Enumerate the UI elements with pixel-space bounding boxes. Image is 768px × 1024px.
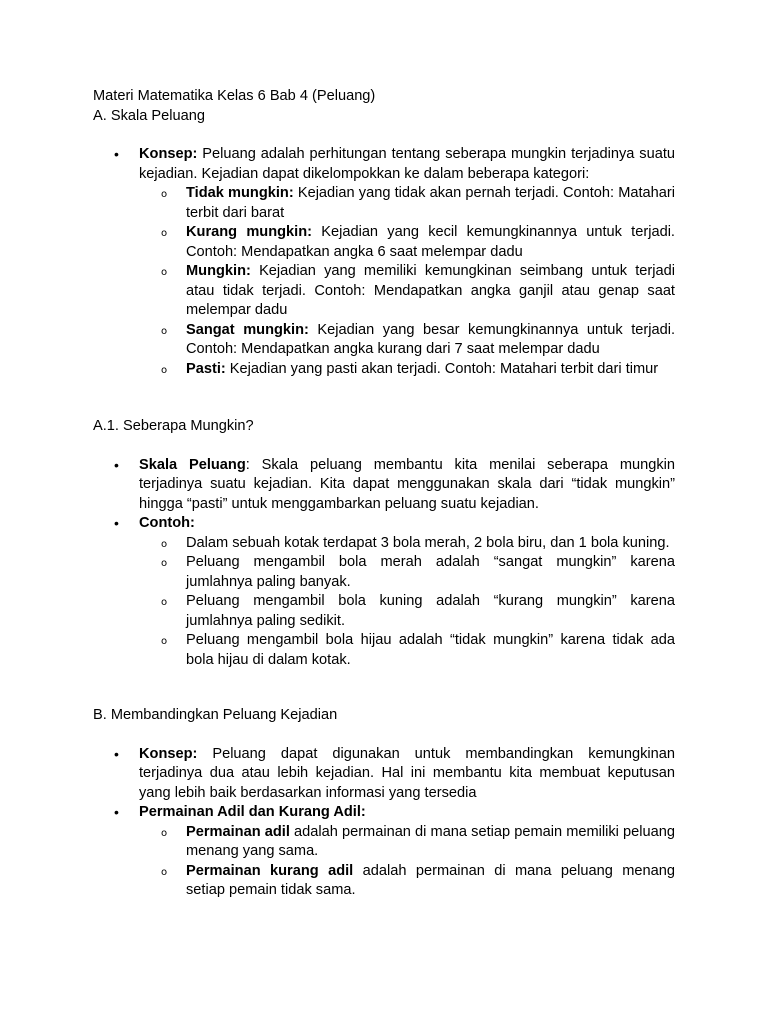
list-item (139, 262, 675, 321)
section-b-heading: B. Membandingkan Peluang Kejadian (93, 707, 338, 723)
category-text: Kejadian yang kecil kemungkinannya untuk terjadi. Contoh: Mendapatkan angka 6 saat melempar dadu (186, 224, 675, 260)
category-label: Kurang mungkin: (186, 224, 312, 240)
permainan-label: Permainan Adil dan Kurang Adil: (139, 804, 366, 820)
document-title: Materi Matematika Kelas 6 Bab 4 (Peluang) (93, 88, 376, 104)
list-item (139, 862, 675, 901)
konsep-b-text: Peluang dapat digunakan untuk membandingkan kemungkinan terjadinya dua atau lebih kejadian. Hal ini membantu kita membuat keputusan yang lebih baik berdasarkan informasi yang tersedia (139, 745, 675, 801)
game-label: Permainan kurang adil (186, 862, 354, 879)
category-label: Pasti: (186, 360, 226, 377)
section-a1-list (93, 456, 675, 671)
list-item (139, 360, 675, 380)
section-b-list (93, 745, 675, 901)
list-item-konsep-b (93, 745, 675, 804)
category-label: Mungkin: (186, 263, 251, 279)
list-item: o Peluang mengambil bola kuning adalah “kurang mungkin” karena jumlahnya paling sedikit. (139, 592, 675, 631)
section-a-heading: A. Skala Peluang (93, 107, 205, 124)
example-list (139, 534, 675, 671)
list-item: o Peluang mengambil bola hijau adalah “tidak mungkin” karena tidak ada bola hijau di dalam kotak. (139, 631, 675, 670)
section-a1-heading: A.1. Seberapa Mungkin? (93, 418, 254, 434)
category-text: Kejadian yang tidak akan pernah terjadi. Contoh: Matahari terbit dari barat (186, 185, 675, 221)
document-content (93, 87, 675, 901)
category-text: Kejadian yang memiliki kemungkinan seimbang untuk terjadi atau tidak terjadi. Contoh: Mendapatkan angka ganjil atau genap saat melempar dadu (186, 263, 675, 318)
list-item (139, 184, 675, 223)
skala-label: Skala Peluang (139, 456, 246, 473)
game-text: adalah permainan di mana setiap pemain memiliki peluang menang yang sama. (186, 823, 675, 859)
skala-text: : Skala peluang membantu kita menilai seberapa mungkin terjadinya suatu kejadian. Kita dapat menggunakan skala dari “tidak mungkin” hingga “pasti” untuk menggambarkan peluang suatu kejadian. (139, 456, 675, 512)
list-item (139, 321, 675, 360)
category-text: Kejadian yang pasti akan terjadi. Contoh: Matahari terbit dari timur (225, 360, 659, 377)
konsep-text: Peluang adalah perhitungan tentang seberapa mungkin terjadinya suatu kejadian. Kejadian dapat dikelompokkan ke dalam beberapa kategori: (139, 146, 675, 182)
list-item-konsep (93, 145, 675, 379)
list-item: o Dalam sebuah kotak terdapat 3 bola merah, 2 bola biru, dan 1 bola kuning. (139, 534, 675, 554)
konsep-label: Konsep: (139, 146, 198, 162)
game-text: adalah permainan di mana peluang menang setiap pemain tidak sama. (186, 862, 675, 898)
category-text: Kejadian yang besar kemungkinannya untuk terjadi. Contoh: Mendapatkan angka kurang dari 7 saat melempar dadu (186, 321, 675, 357)
konsep-b-label: Konsep: (139, 745, 198, 762)
category-list (139, 184, 675, 379)
section-a-list (93, 145, 675, 379)
list-item: o Peluang mengambil bola merah adalah “sangat mungkin” karena jumlahnya paling banyak. (139, 553, 675, 592)
category-label: Tidak mungkin: (186, 185, 294, 201)
list-item (139, 823, 675, 862)
list-item-skala (93, 456, 675, 515)
list-item-permainan (93, 803, 675, 901)
game-list (139, 823, 675, 901)
contoh-label: Contoh: (139, 515, 195, 531)
list-item-contoh (93, 514, 675, 670)
category-label: Sangat mungkin: (186, 321, 309, 338)
game-label: Permainan adil (186, 823, 290, 840)
list-item (139, 223, 675, 262)
